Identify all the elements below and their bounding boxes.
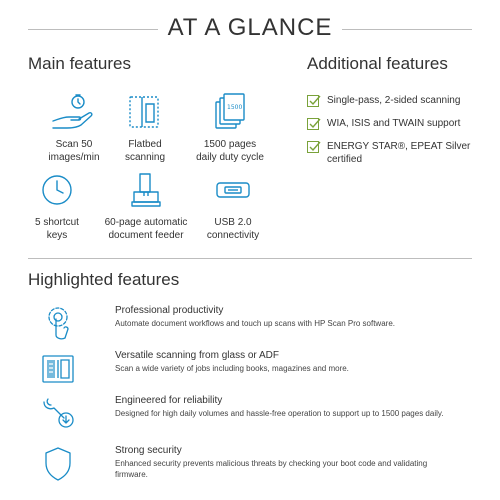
feature-label-line2: scanning (124, 152, 166, 163)
main-features-heading: Main features (28, 54, 131, 73)
additional-feature-text-line2: certified (327, 154, 363, 165)
duty-cycle-badge: 1500 (227, 104, 243, 111)
clock-icon (9, 170, 105, 210)
additional-features-heading: Additional features (307, 54, 448, 73)
checkmark-icon (307, 141, 319, 153)
feature-label-line2: document feeder (108, 230, 184, 241)
additional-features-list (307, 94, 487, 176)
highlight-title: Versatile scanning from glass or ADF (115, 350, 279, 361)
feature-usb (185, 170, 281, 242)
productivity-gear-icon (38, 303, 78, 345)
feature-label-line2: images/min (48, 152, 100, 163)
feature-label-line2: keys (46, 230, 68, 241)
glass-adf-scan-icon (38, 348, 78, 390)
list-item (307, 140, 487, 166)
highlight-description: Automate document workflows and touch up scans with HP Scan Pro software. (115, 319, 395, 328)
highlight-productivity (28, 303, 478, 353)
feature-duty-cycle (182, 92, 278, 164)
highlight-versatile-scanning (28, 348, 478, 398)
highlight-security (28, 443, 478, 493)
usb-icon (185, 170, 281, 210)
feature-label-line2: connectivity (206, 230, 260, 241)
highlight-description: Designed for high daily volumes and hassle-free operation to support up to 1500 pages daily. (115, 409, 444, 418)
feature-label-line2: daily duty cycle (196, 152, 264, 163)
highlight-description: Enhanced security prevents malicious threats by checking your boot code and validating firmware. (115, 459, 428, 479)
feature-shortcut-keys (9, 170, 105, 242)
highlight-title: Engineered for reliability (115, 395, 223, 406)
highlighted-features-heading: Highlighted features (28, 270, 180, 289)
list-item (307, 94, 487, 107)
duty-cycle-icon (182, 92, 278, 132)
title-rule-right (342, 29, 472, 30)
additional-feature-text: WIA, ISIS and TWAIN support (327, 118, 461, 129)
additional-feature-text: ENERGY STAR®, EPEAT Silver (327, 141, 471, 152)
feature-document-feeder (98, 170, 194, 242)
feature-label-line1: 5 shortcut (35, 217, 79, 228)
highlight-description: Scan a wide variety of jobs including books, magazines and more. (115, 364, 349, 373)
section-divider (28, 258, 472, 259)
highlight-title: Professional productivity (115, 305, 224, 316)
checkmark-icon (307, 118, 319, 130)
page-title: AT A GLANCE (167, 14, 333, 41)
feature-label-line1: Flatbed (128, 139, 162, 150)
list-item (307, 117, 487, 130)
document-feeder-icon (98, 170, 194, 210)
feature-label-line1: 60-page automatic (104, 217, 188, 228)
feature-label-line1: USB 2.0 (214, 217, 252, 228)
feature-label-line1: 1500 pages (203, 139, 257, 150)
highlight-reliability (28, 393, 478, 443)
highlight-title: Strong security (115, 445, 182, 456)
title-row (28, 14, 472, 44)
additional-feature-text: Single-pass, 2-sided scanning (327, 95, 461, 106)
flatbed-icon (97, 92, 193, 132)
feature-label-line1: Scan 50 (55, 139, 93, 150)
checkmark-icon (307, 95, 319, 107)
feature-flatbed (97, 92, 193, 164)
wrench-reliability-icon (38, 393, 78, 435)
shield-security-icon (38, 443, 78, 485)
